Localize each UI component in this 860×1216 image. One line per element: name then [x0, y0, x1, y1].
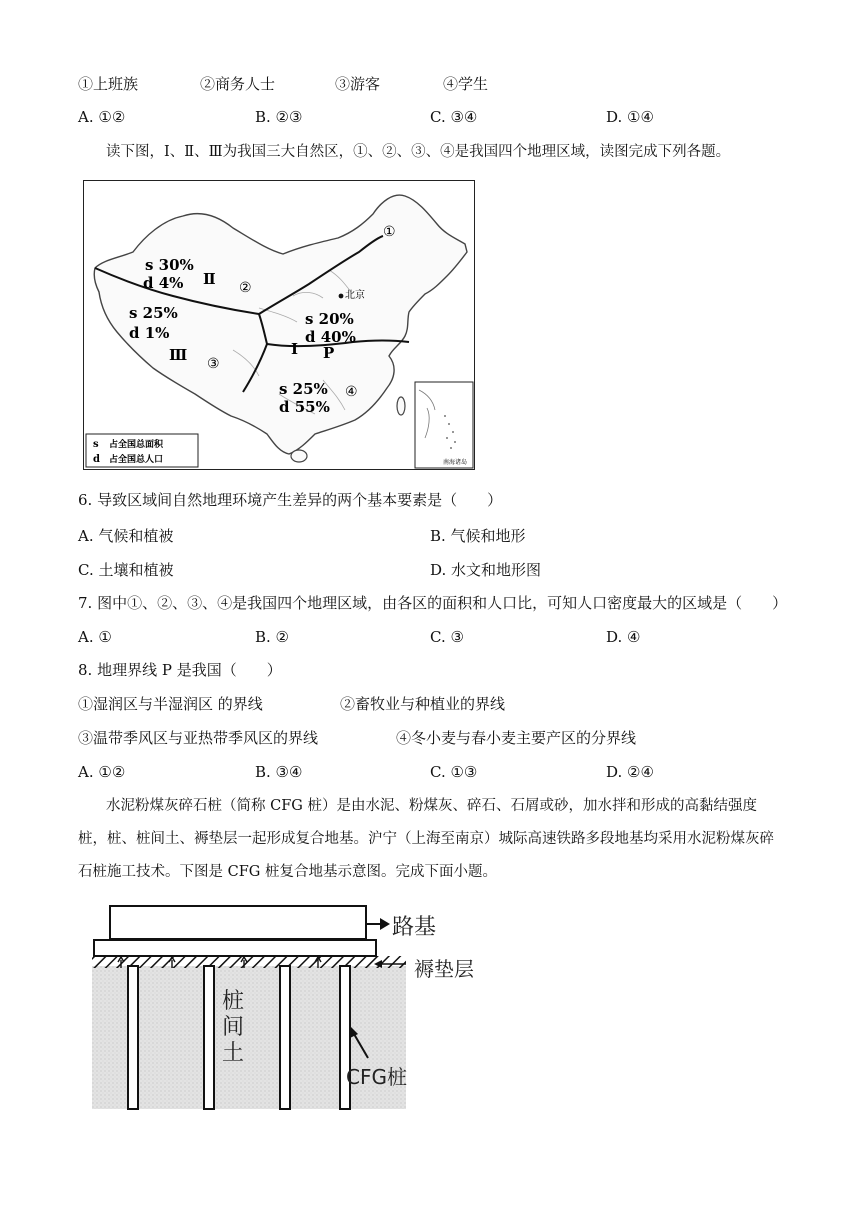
- q5-statement-3: ③游客: [335, 75, 381, 93]
- q5-statement-4: ④学生: [443, 75, 489, 93]
- legend-d-key: d: [93, 454, 100, 465]
- q6-stem: 6. 导致区域间自然地理环境产生差异的两个基本要素是（ ）: [78, 491, 503, 509]
- q7-stem: 7. 图中①、②、③、④是我国四个地理区域，由各区的面积和人口比，可知人口密度最大的区域是（ ）: [78, 594, 788, 612]
- map-intro: 读下图，Ⅰ、Ⅱ、Ⅲ为我国三大自然区，①、②、③、④是我国四个地理区域，读图完成下列各题。: [106, 144, 731, 160]
- q8-option-b: B. ③④: [255, 763, 303, 781]
- south-china-sea-inset: [415, 382, 473, 468]
- region1-pop-share: d 40%: [305, 328, 356, 346]
- q5-answer-a: A. ①②: [78, 108, 126, 126]
- legend-s-text: 占全国总面积: [109, 440, 164, 450]
- q8-option-a: A. ①②: [78, 763, 126, 781]
- roadbed-label: 路基: [392, 915, 437, 940]
- zone-i-label: Ⅰ: [291, 340, 299, 358]
- pile: [128, 966, 138, 1109]
- q8-option-d: D. ②④: [606, 763, 654, 781]
- region-4-marker: ④: [345, 384, 358, 400]
- region-3-marker: ③: [207, 356, 220, 372]
- q8-statement-1: ①湿润区与半湿润区 的界线: [78, 695, 263, 713]
- legend-s-key: s: [93, 439, 99, 450]
- region-2-marker: ②: [239, 280, 252, 296]
- legend-d-text: 占全国总人口: [109, 455, 164, 465]
- q6-option-d: D. 水文和地形图: [430, 561, 542, 579]
- q8-option-c: C. ①③: [430, 763, 478, 781]
- region-1-marker: ①: [383, 224, 396, 240]
- line-p-label: P: [323, 344, 335, 362]
- china-regions-map: [83, 180, 475, 470]
- inset-caption: 南海诸岛: [443, 459, 468, 466]
- soil-label-1: 桩: [222, 989, 245, 1014]
- q6-option-c: C. 土壤和植被: [78, 561, 174, 579]
- region1-area-share: s 20%: [305, 310, 354, 328]
- pile: [204, 966, 214, 1109]
- q5-answer-d: D. ①④: [606, 108, 654, 126]
- q6-option-a: A. 气候和植被: [78, 527, 174, 545]
- soil-label-2: 间: [222, 1015, 245, 1040]
- q5-answer-b: B. ②③: [255, 108, 303, 126]
- q7-option-c: C. ③: [430, 628, 464, 646]
- q5-statement-1: ①上班族: [78, 75, 139, 93]
- q7-option-a: A. ①: [78, 628, 112, 646]
- region3-area-share: s 25%: [129, 304, 178, 322]
- q5-answer-c: C. ③④: [430, 108, 478, 126]
- region4-pop-share: d 55%: [279, 398, 330, 416]
- zone-ii-label: Ⅱ: [203, 270, 216, 288]
- soil-label-3: 土: [222, 1041, 245, 1066]
- base-slab: [94, 940, 376, 956]
- region4-area-share: s 25%: [279, 380, 328, 398]
- region2-pop-share: d 4%: [143, 274, 184, 292]
- roadbed-block: [110, 906, 366, 939]
- region3-pop-share: d 1%: [129, 324, 170, 342]
- q8-stem: 8. 地理界线 P 是我国（ ）: [78, 661, 282, 679]
- q7-option-b: B. ②: [255, 628, 290, 646]
- hainan-island: [291, 450, 307, 462]
- cushion-layer: [92, 956, 406, 968]
- cfg-pile-label: CFG桩: [346, 1065, 407, 1089]
- q5-statement-2: ②商务人士: [200, 75, 276, 93]
- beijing-dot: [339, 294, 344, 299]
- q8-statement-2: ②畜牧业与种植业的界线: [340, 695, 506, 713]
- cfg-intro-paragraph: [78, 790, 783, 889]
- beijing-label: 北京: [345, 290, 365, 301]
- zone-iii-label: Ⅲ: [169, 346, 188, 364]
- q7-option-d: D. ④: [606, 628, 641, 646]
- pile: [280, 966, 290, 1109]
- cushion-label: 褥垫层: [414, 957, 474, 981]
- cfg-intro-text: 水泥粉煤灰碎石桩（简称 CFG 桩）是由水泥、粉煤灰、碎石、石屑或砂，加水拌和形成的高黏结强度桩，桩、桩间土、褥垫层一起形成复合地基。沪宁（上海至南京）城际高速铁路多段地基均采用水泥粉煤灰碎石桩施工技术。下图是 CFG 桩复合地基示意图。完成下面小题。: [78, 798, 774, 880]
- taiwan-island: [397, 397, 405, 415]
- q8-statement-4: ④冬小麦与春小麦主要产区的分界线: [396, 729, 637, 747]
- region2-area-share: s 30%: [145, 256, 194, 274]
- q8-statement-3: ③温带季风区与亚热带季风区的界线: [78, 729, 319, 747]
- q6-option-b: B. 气候和地形: [430, 527, 526, 545]
- cfg-pile-diagram: [84, 898, 494, 1113]
